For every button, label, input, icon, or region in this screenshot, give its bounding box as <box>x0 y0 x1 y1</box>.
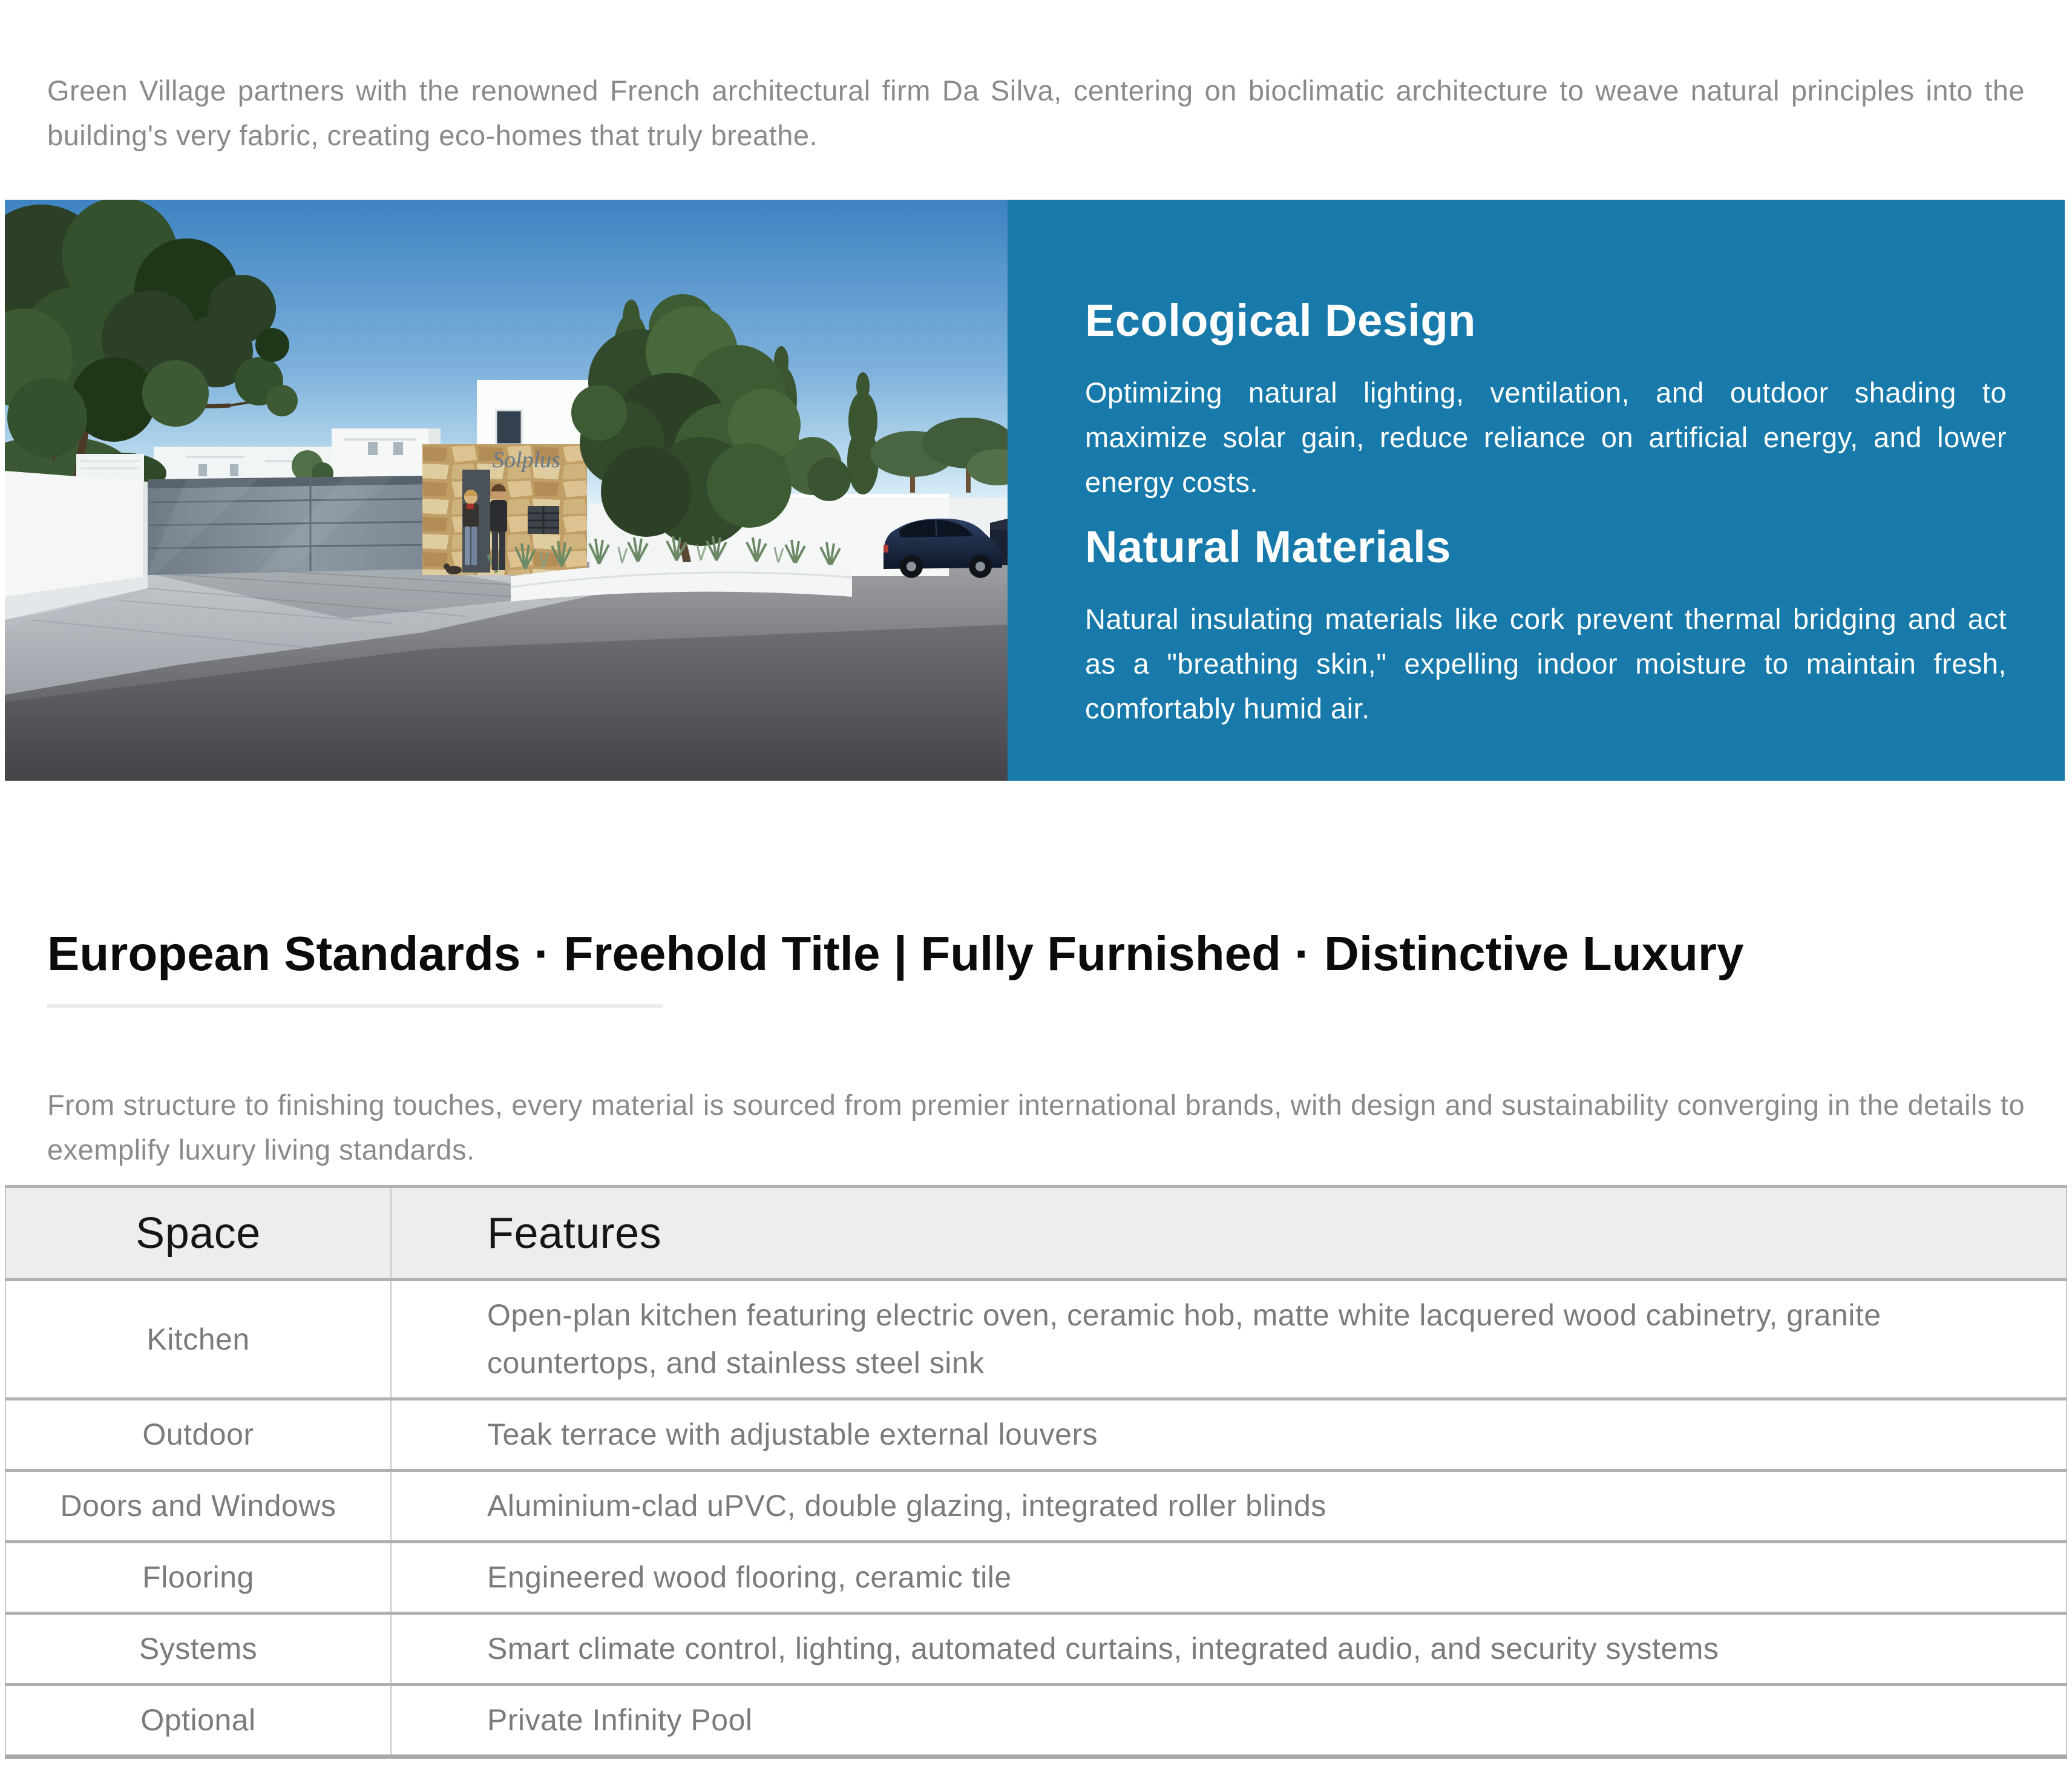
column-header-space: Space <box>5 1187 391 1280</box>
gate-sign: Solplus <box>493 447 560 473</box>
standards-description: From structure to finishing touches, every material is sourced from premier international brands, with design and sustainability converging in the details to exemplify luxury living standards. <box>47 1089 2025 1166</box>
table-row <box>5 1542 2067 1613</box>
features-cell: Engineered wood flooring, ceramic tile <box>391 1542 2067 1613</box>
left-wall <box>5 471 148 597</box>
features-table <box>5 1185 2067 1759</box>
villa-photo-illustration <box>5 200 1008 781</box>
hero-section <box>5 200 2065 781</box>
space-cell: Outdoor <box>5 1399 391 1471</box>
panel-section-body-ecological-design: Optimizing natural lighting, ventilation, and outdoor shading to maximize solar gain, reduce reliance on artificial energy, and lower energy costs. <box>1085 376 2007 498</box>
heading-divider <box>47 1004 663 1008</box>
standards-heading: European Standards · Freehold Title | Fully Furnished · Distinctive Luxury <box>47 927 1744 980</box>
table-row <box>5 1471 2067 1542</box>
space-cell: Flooring <box>5 1542 391 1613</box>
space-cell: Optional <box>5 1685 391 1757</box>
features-cell: Open-plan kitchen featuring electric oven, ceramic hob, matte white lacquered wood cabinetry, granite countertops, and stainless steel sink <box>391 1280 2067 1399</box>
features-cell: Private Infinity Pool <box>391 1685 2067 1757</box>
panel-section-title-ecological-design: Ecological Design <box>1085 295 1476 346</box>
table-row <box>5 1399 2067 1471</box>
features-cell: Smart climate control, lighting, automated curtains, integrated audio, and security systems <box>391 1613 2067 1685</box>
features-table-body <box>5 1280 2067 1757</box>
features-cell: Aluminium-clad uPVC, double glazing, integrated roller blinds <box>391 1471 2067 1542</box>
space-cell: Systems <box>5 1613 391 1685</box>
space-cell: Doors and Windows <box>5 1471 391 1542</box>
column-header-features: Features <box>391 1187 2067 1280</box>
table-row <box>5 1613 2067 1685</box>
table-header-row <box>5 1187 2067 1280</box>
table-row <box>5 1280 2067 1399</box>
intro-paragraph: Green Village partners with the renowned French architectural firm Da Silva, centering on bioclimatic architecture to weave natural principles into the building's very fabric, creating eco-homes that truly breathe. <box>47 74 2025 151</box>
space-cell: Kitchen <box>5 1280 391 1399</box>
panel-section-body-natural-materials: Natural insulating materials like cork prevent thermal bridging and act as a "breathing skin," expelling indoor moisture to maintain fresh, comfortably humid air. <box>1085 603 2007 724</box>
features-cell: Teak terrace with adjustable external louvers <box>391 1399 2067 1471</box>
hero-panel <box>1008 200 2065 781</box>
entrance-gate <box>148 476 433 575</box>
panel-section-title-natural-materials: Natural Materials <box>1085 522 1451 572</box>
villa-entrance-photo <box>5 200 1008 781</box>
table-row <box>5 1685 2067 1757</box>
